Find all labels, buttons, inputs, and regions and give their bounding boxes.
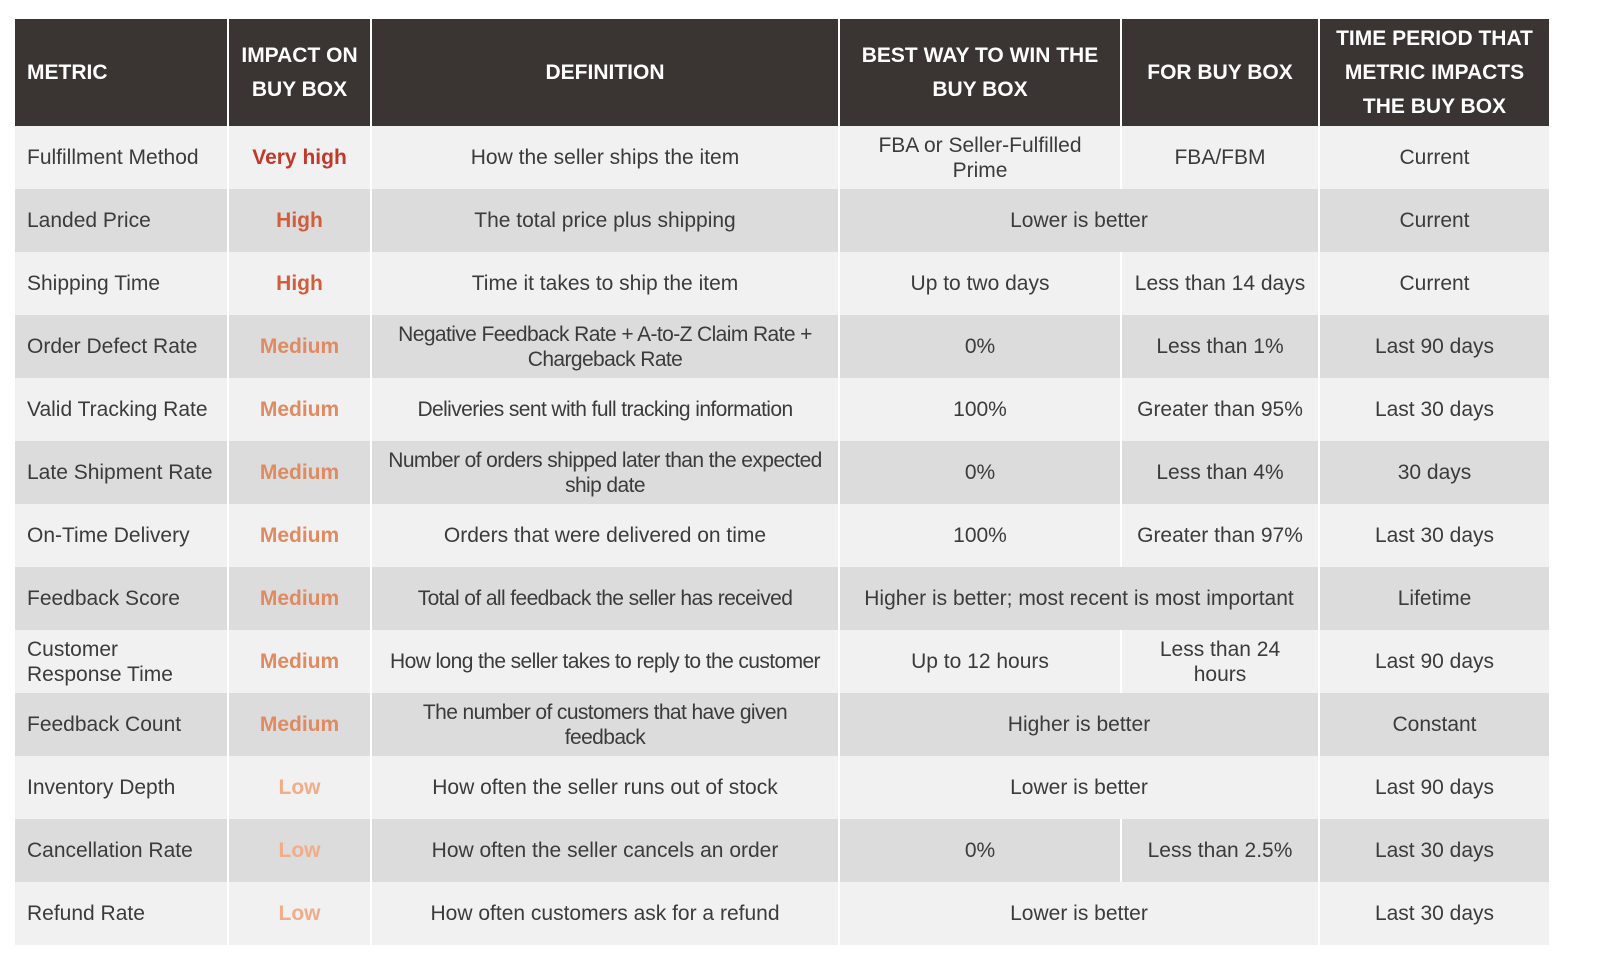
cell-for-buy-box: Greater than 97% [1121,504,1319,567]
cell-time-period: Last 30 days [1319,882,1549,945]
cell-metric: Fulfillment Method [15,126,228,189]
table-row [15,504,1549,567]
table-row [15,882,1549,945]
cell-best-way: 0% [839,441,1121,504]
cell-metric: Order Defect Rate [15,315,228,378]
cell-for-buy-box: Greater than 95% [1121,378,1319,441]
cell-for-buy-box: Less than 24 hours [1121,630,1319,693]
cell-best-way-combined: Lower is better [839,756,1319,819]
cell-metric: Customer Response Time [15,630,228,693]
header-best-way: BEST WAY TO WIN THE BUY BOX [839,19,1121,126]
cell-metric: Feedback Count [15,693,228,756]
cell-best-way-combined: Lower is better [839,189,1319,252]
cell-impact: Medium [228,441,371,504]
cell-for-buy-box: Less than 14 days [1121,252,1319,315]
cell-impact: Medium [228,378,371,441]
header-row [15,19,1549,126]
cell-definition: Number of orders shipped later than the expected ship date [371,441,839,504]
table-row [15,819,1549,882]
cell-time-period: Last 90 days [1319,315,1549,378]
cell-metric: Landed Price [15,189,228,252]
table-row [15,315,1549,378]
table-body [15,126,1549,945]
cell-impact: High [228,189,371,252]
cell-metric: Shipping Time [15,252,228,315]
cell-metric: On-Time Delivery [15,504,228,567]
cell-impact: Medium [228,693,371,756]
cell-time-period: Last 30 days [1319,504,1549,567]
cell-metric: Inventory Depth [15,756,228,819]
cell-best-way: Up to 12 hours [839,630,1121,693]
cell-definition: How often customers ask for a refund [371,882,839,945]
table-row [15,693,1549,756]
cell-metric: Valid Tracking Rate [15,378,228,441]
cell-best-way: 0% [839,819,1121,882]
cell-best-way: Up to two days [839,252,1121,315]
cell-best-way-combined: Lower is better [839,882,1319,945]
cell-time-period: Constant [1319,693,1549,756]
cell-metric: Feedback Score [15,567,228,630]
cell-for-buy-box: FBA/FBM [1121,126,1319,189]
cell-definition: How long the seller takes to reply to the customer [371,630,839,693]
cell-best-way: FBA or Seller-Fulfilled Prime [839,126,1121,189]
table-row [15,630,1549,693]
cell-impact: Medium [228,567,371,630]
cell-definition: Deliveries sent with full tracking information [371,378,839,441]
cell-definition: Time it takes to ship the item [371,252,839,315]
cell-impact: High [228,252,371,315]
cell-best-way-combined: Higher is better [839,693,1319,756]
table-row [15,567,1549,630]
cell-definition: The total price plus shipping [371,189,839,252]
table-header [15,19,1549,126]
cell-definition: How often the seller runs out of stock [371,756,839,819]
cell-time-period: Last 90 days [1319,756,1549,819]
cell-for-buy-box: Less than 2.5% [1121,819,1319,882]
table-row [15,441,1549,504]
cell-impact: Low [228,882,371,945]
table-row [15,378,1549,441]
cell-for-buy-box: Less than 1% [1121,315,1319,378]
table-row [15,189,1549,252]
cell-impact: Medium [228,630,371,693]
cell-impact: Low [228,819,371,882]
cell-time-period: Last 30 days [1319,819,1549,882]
cell-metric: Late Shipment Rate [15,441,228,504]
cell-impact: Medium [228,315,371,378]
cell-best-way: 100% [839,378,1121,441]
cell-impact: Low [228,756,371,819]
table-row [15,756,1549,819]
cell-time-period: Last 90 days [1319,630,1549,693]
table-row [15,252,1549,315]
cell-impact: Very high [228,126,371,189]
cell-definition: Negative Feedback Rate + A-to-Z Claim Rate + Chargeback Rate [371,315,839,378]
cell-for-buy-box: Less than 4% [1121,441,1319,504]
header-impact: IMPACT ON BUY BOX [228,19,371,126]
cell-time-period: Current [1319,189,1549,252]
cell-metric: Refund Rate [15,882,228,945]
cell-impact: Medium [228,504,371,567]
cell-definition: How the seller ships the item [371,126,839,189]
header-definition: DEFINITION [371,19,839,126]
cell-time-period: Current [1319,126,1549,189]
cell-definition: Orders that were delivered on time [371,504,839,567]
cell-metric: Cancellation Rate [15,819,228,882]
cell-definition: The number of customers that have given feedback [371,693,839,756]
cell-best-way: 100% [839,504,1121,567]
table-row [15,126,1549,189]
cell-best-way-combined: Higher is better; most recent is most important [839,567,1319,630]
cell-time-period: 30 days [1319,441,1549,504]
cell-best-way: 0% [839,315,1121,378]
header-for-buy-box: FOR BUY BOX [1121,19,1319,126]
cell-time-period: Lifetime [1319,567,1549,630]
header-metric: METRIC [15,19,228,126]
cell-time-period: Current [1319,252,1549,315]
buy-box-metrics-table [15,19,1549,945]
cell-definition: How often the seller cancels an order [371,819,839,882]
cell-time-period: Last 30 days [1319,378,1549,441]
cell-definition: Total of all feedback the seller has received [371,567,839,630]
header-time-period: TIME PERIOD THAT METRIC IMPACTS THE BUY BOX [1319,19,1549,126]
